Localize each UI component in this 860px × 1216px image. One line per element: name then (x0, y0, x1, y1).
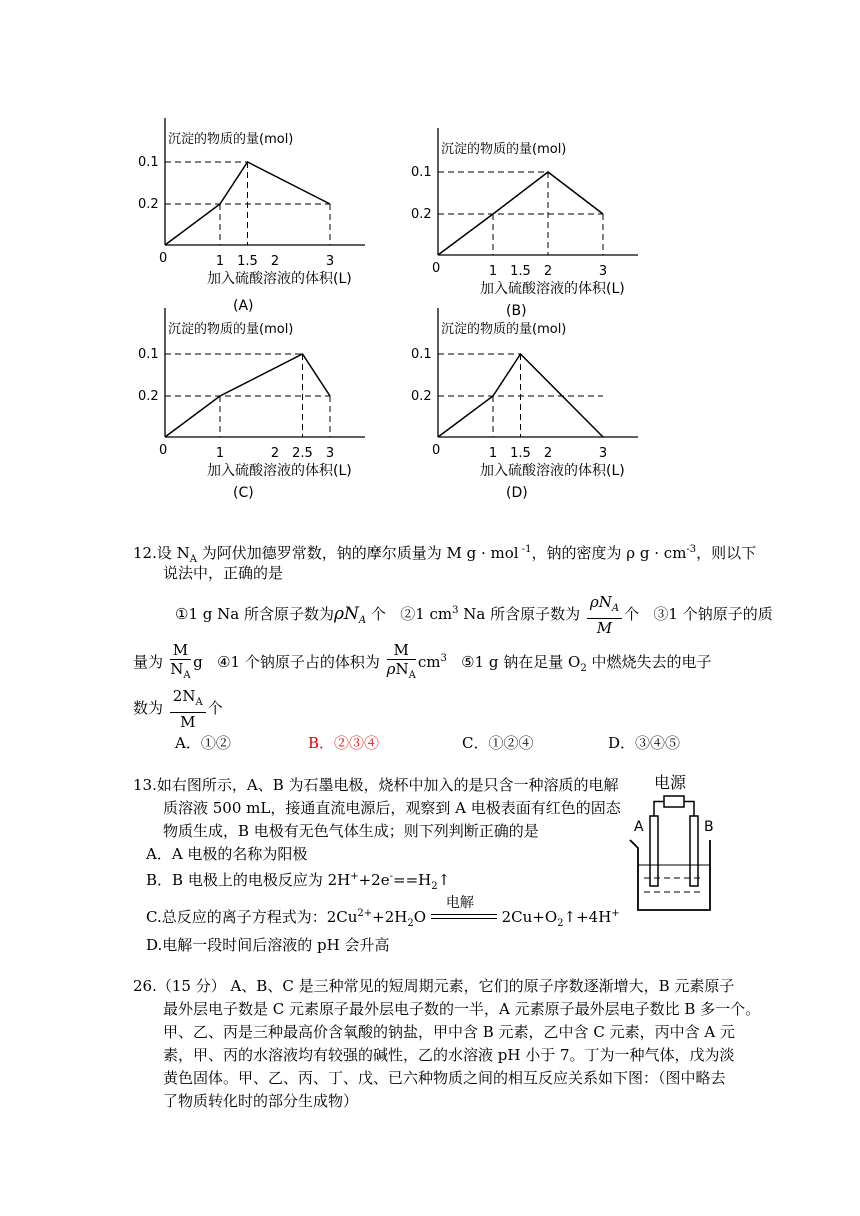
statement-1: ①1 g Na 所含原子数为 (175, 605, 334, 623)
y-tick-top-D: 0.1 (411, 347, 432, 362)
x-tick-A-1: 1.5 (237, 254, 258, 269)
fraction-M-over-NA: $\frac{M}{N_A}$ (170, 641, 191, 681)
q13-option-d: D.电解一段时间后溶液的 pH 会升高 (146, 936, 390, 954)
caption-D: (D) (506, 485, 528, 501)
graphs-figure (0, 0, 860, 520)
y-axis-label-B: 沉淀的物质的量(mol) (441, 142, 567, 157)
q12-text: 12.设 N (133, 544, 190, 562)
origin-label-B: 0 (432, 261, 441, 276)
x-axis-label-A: 加入硫酸溶液的体积(L) (207, 271, 352, 287)
x-tick-C-2: 2.5 (292, 446, 313, 461)
statement-4-sup: 3 (440, 653, 447, 664)
origin-label-A: 0 (159, 251, 168, 266)
statement-5-unit: 个 (207, 699, 223, 717)
q26-line1: 26.（15 分） A、B、C 是三种常见的短周期元素，它们的原子序数逐渐增大，B 元素原子 (133, 977, 735, 995)
q13-option-b-text2: +2e (358, 871, 390, 889)
q12-sub: A (189, 554, 197, 565)
q12-sup2: -3 (686, 544, 697, 555)
q26-line4: 素，甲、丙的水溶液均有较强的碱性，乙的水溶液 pH 小于 7。丁为一种气体，戊为淡 (163, 1046, 735, 1064)
q12-sup: -1 (518, 544, 532, 555)
x-tick-D-0: 1 (488, 446, 498, 461)
statement-2-sup: 3 (452, 605, 459, 616)
x-tick-A-3: 3 (325, 254, 335, 269)
statement-2: ②1 cm (400, 605, 453, 623)
statement-2-b: Na 所含原子数为 (458, 605, 581, 623)
statement-4: ④1 个钠原子占的体积为 (217, 653, 380, 671)
statement-5: ⑤1 g 钠在足量 O (461, 653, 581, 671)
x-tick-D-2: 2 (543, 446, 553, 461)
x-tick-D-1: 1.5 (510, 446, 531, 461)
statement-4-unit: cm (417, 653, 441, 671)
q12-option-b: B．②③④ (308, 734, 380, 752)
origin-label-C: 0 (159, 443, 168, 458)
x-tick-B-3: 3 (598, 264, 608, 279)
x-tick-B-0: 1 (488, 264, 498, 279)
y-axis-label-A: 沉淀的物质的量(mol) (168, 132, 294, 147)
q13-option-b-text4: ↑ (437, 871, 451, 889)
fraction-rhoNA-over-M: $\frac{\rho N_A}{M}$ (587, 593, 622, 637)
y-axis-label-D: 沉淀的物质的量(mol) (441, 322, 567, 337)
q12-line4 (133, 641, 711, 685)
power-source (664, 796, 684, 807)
q12-text-b: 为阿伏加德罗常数，钠的摩尔质量为 M g · mol (196, 544, 519, 562)
q26-line3: 甲、乙、丙是三种最高价含氧酸的钠盐，甲中含 B 元素，乙中含 C 元素，丙中含 A 元 (163, 1023, 735, 1041)
statement-3-b: 量为 (133, 653, 164, 671)
q12-text-d: ，则以下 (696, 544, 757, 562)
x-tick-A-2: 2 (270, 254, 280, 269)
q13-option-c: C.总反应的离子方程式为：$2Cu^{2+}+2H_2O$ 电解 $2Cu+O_2↑+4H^+$ (146, 903, 620, 935)
fraction-2NA-over-M: $\frac{2N_A}{M}$ (170, 687, 206, 731)
x-tick-D-3: 3 (598, 446, 608, 461)
q13-option-c-text5: ↑+4H (563, 908, 612, 926)
q12-option-d: D．③④⑤ (608, 734, 681, 752)
q12-text-c: ，钠的密度为 ρ g · cm (531, 544, 687, 562)
q13-option-c-text3: O (413, 908, 427, 926)
q12-line3: ①1 g Na 所含原子数为$\rho N_A$ 个 ②1 $cm^3$ Na 所含原子数为 $\frac{\rho N_A}{M}$ 个 ③1 个钠原子的质 (175, 593, 773, 637)
x-axis-label-D: 加入硫酸溶液的体积(L) (480, 463, 625, 479)
q26-line5: 黄色固体。甲、乙、丙、丁、戊、已六种物质之间的相互反应关系如下图：（图中略去 (163, 1069, 726, 1087)
caption-C: (C) (233, 485, 254, 501)
q12-line5 (133, 687, 223, 731)
y-tick-top-C: 0.1 (138, 347, 159, 362)
q13-option-c-text4: 2Cu+O (501, 908, 558, 926)
q13-option-b: B．B 电极上的电极反应为 $2H^++2e^-==H_2↑$ (146, 871, 451, 892)
q13-option-b-text: B．B 电极上的电极反应为 2H (146, 871, 351, 889)
electrode-b (690, 816, 698, 886)
q13-option-a: A．A 电极的名称为阳极 (146, 845, 308, 863)
q13-option-b-text3: ==H (393, 871, 432, 889)
x-tick-C-3: 3 (325, 446, 335, 461)
statement-5-b: 中燃烧失去的电子 (586, 653, 712, 671)
q13-option-c-text: C.总反应的离子方程式为：2Cu (146, 908, 358, 926)
statement-3-unit: g (193, 653, 203, 671)
x-tick-B-2: 2 (543, 264, 553, 279)
q12-option-a: A．①② (175, 734, 231, 752)
x-tick-B-1: 1.5 (510, 264, 531, 279)
y-tick-mid-D: 0.2 (411, 389, 432, 404)
x-axis-label-B: 加入硫酸溶液的体积(L) (480, 281, 625, 297)
y-tick-mid-C: 0.2 (138, 389, 159, 404)
y-tick-top-B: 0.1 (411, 165, 432, 180)
y-tick-top-A: 0.1 (138, 155, 159, 170)
q13-line1: 13.如右图所示，A、B 为石墨电极，烧杯中加入的是只含一种溶质的电解 (133, 776, 619, 794)
statement-5-sub: 2 (580, 663, 587, 674)
power-source-label: 电源 (654, 773, 687, 792)
electrode-a (650, 816, 658, 886)
electrode-a-label: A (634, 819, 644, 835)
q26-line2: 最外层电子数是 C 元素原子最外层电子数的一半，A 元素原子最外层电子数比 B 多一个。 (163, 1000, 761, 1018)
caption-A: (A) (233, 298, 254, 314)
q26-line6: 了物质转化时的部分生成物） (163, 1092, 359, 1110)
x-tick-C-0: 1 (215, 446, 225, 461)
caption-B: (B) (506, 303, 527, 319)
q12-option-c: C．①②④ (462, 734, 534, 752)
electrolysis-equals-sign (431, 895, 497, 923)
q13-line3: 物质生成，B 电极有无色气体生成；则下列判断正确的是 (163, 822, 539, 840)
origin-label-D: 0 (432, 443, 441, 458)
statement-2-unit: 个 (624, 605, 640, 623)
x-tick-A-0: 1 (215, 254, 225, 269)
y-tick-mid-B: 0.2 (411, 207, 432, 222)
q13-line2: 质溶液 500 mL，接通直流电源后，观察到 A 电极表面有红色的固态 (163, 799, 621, 817)
electrode-b-label: B (704, 819, 714, 835)
x-axis-label-C: 加入硫酸溶液的体积(L) (207, 463, 352, 479)
q12-line2: 说法中，正确的是 (163, 564, 284, 582)
statement-3: ③1 个钠原子的质 (653, 605, 773, 623)
electrolysis-condition: 电解 (445, 895, 474, 911)
fraction-M-over-rhoNA: $\frac{M}{\rho N_A}$ (386, 641, 416, 681)
x-tick-C-1: 2 (270, 446, 280, 461)
electrolysis-apparatus (624, 768, 724, 918)
statement-5-c: 数为 (133, 699, 164, 717)
q13-option-c-text2: +2H (372, 908, 408, 926)
y-tick-mid-A: 0.2 (138, 197, 159, 212)
statement-1-unit: 个 (370, 605, 386, 623)
y-axis-label-C: 沉淀的物质的量(mol) (168, 322, 294, 337)
